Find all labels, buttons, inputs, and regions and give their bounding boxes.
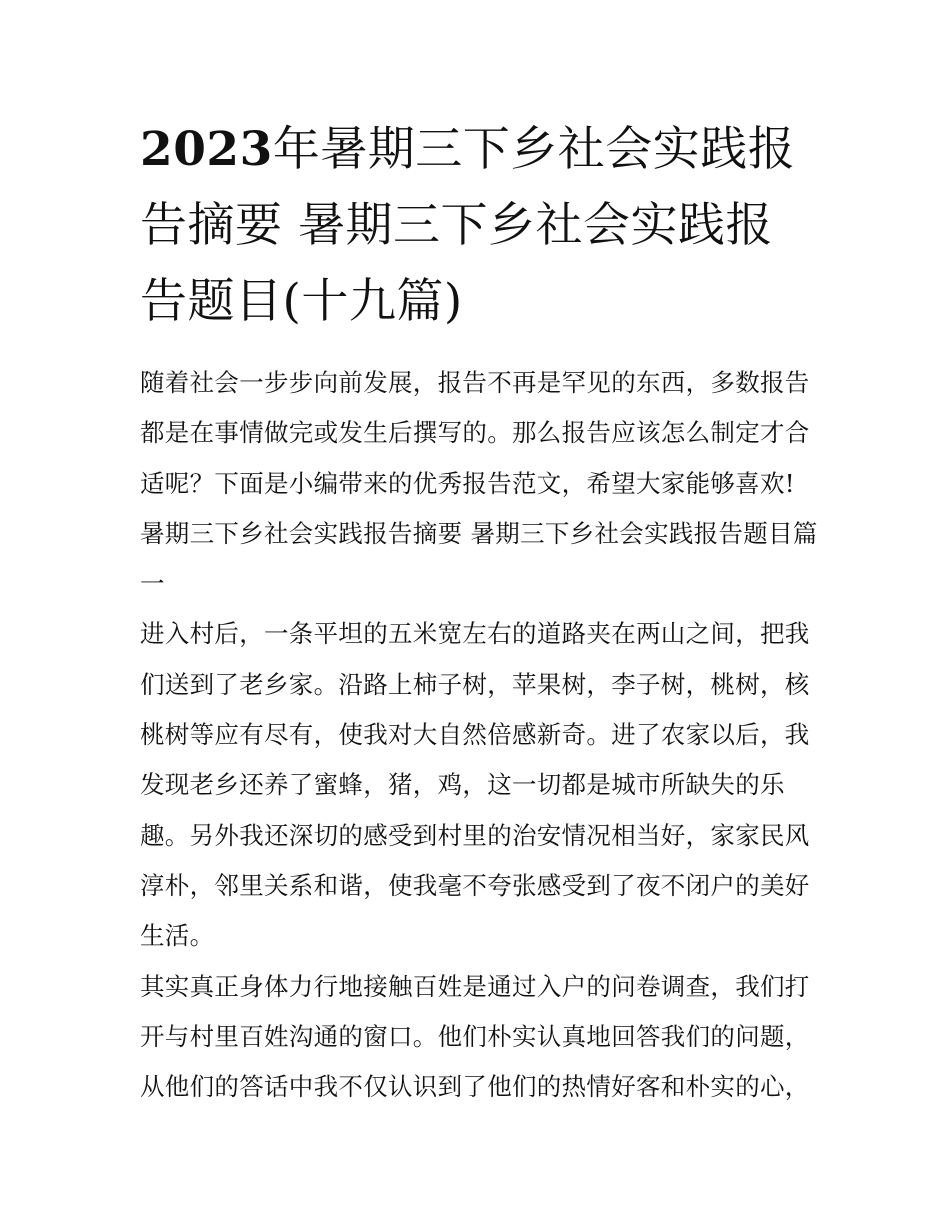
body-paragraph: 进入村后，一条平坦的五米宽左右的道路夹在两山之间，把我们送到了老乡家。沿路上柿子树，苹果树，李子树，桃树，核桃树等应有尽有，使我对大自然倍感新奇。进了农家以后，我发现老乡还养了蜜蜂，猪，鸡，这一切都是城市所缺失的乐趣。另外我还深切的感受到村里的治安情况相当好，家家民风淳朴，邻里关系和谐，使我毫不夸张感受到了夜不闭户的美好生活。: [140, 619, 810, 951]
title-year: 2023: [140, 122, 273, 177]
title-text: 年暑期三下乡社会实践报告摘要 暑期三下乡社会实践报告题目(十九篇): [140, 122, 796, 329]
body-paragraph: 其实真正身体力行地接触百姓是通过入户的问卷调查，我们打开与村里百姓沟通的窗口。他们朴实认真地回答我们的问题，从他们的答话中我不仅认识到了他们的热情好客和朴实的心，: [140, 971, 810, 1102]
intro-paragraph: 随着社会一步步向前发展，报告不再是罕见的东西，多数报告都是在事情做完或发生后撰写的。那么报告应该怎么制定才合适呢？下面是小编带来的优秀报告范文，希望大家能够喜欢!: [140, 368, 810, 498]
document-body: [140, 112, 820, 1112]
document-title: [140, 112, 820, 340]
section-heading: 暑期三下乡社会实践报告摘要 暑期三下乡社会实践报告题目篇一: [140, 518, 818, 599]
